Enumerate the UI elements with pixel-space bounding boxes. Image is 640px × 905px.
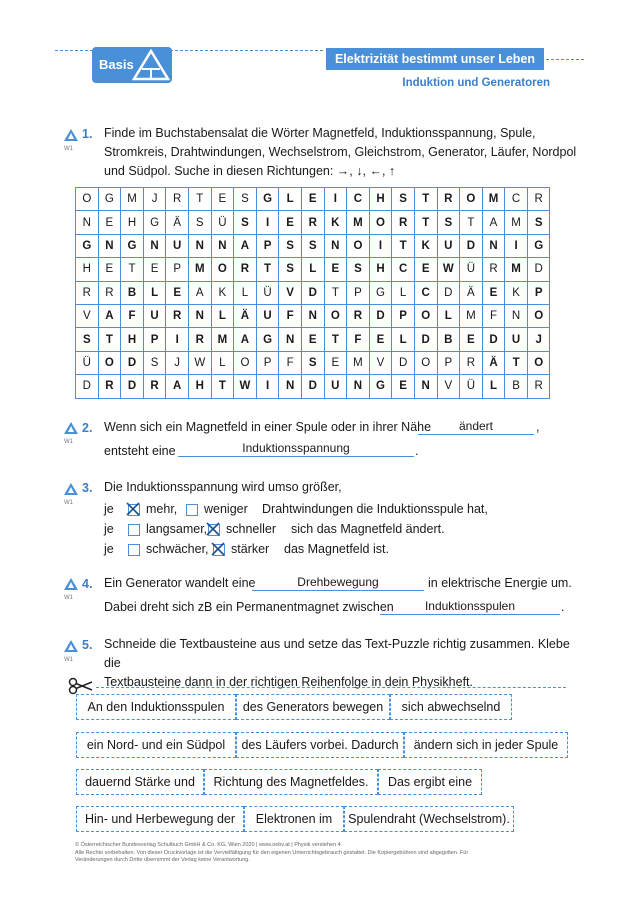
footer-disclaimer: Veränderungen durch Dritte übernimmt der Verlag keine Verantwortung. [75, 857, 250, 863]
puzzle-piece[interactable]: des Läufers vorbei. Dadurch [236, 732, 404, 758]
grid-cell[interactable]: P [256, 351, 279, 374]
grid-cell[interactable]: Ü [460, 375, 483, 398]
grid-cell[interactable]: E [369, 328, 392, 351]
grid-cell[interactable]: S [279, 258, 302, 281]
grid-cell[interactable]: G [369, 281, 392, 304]
task3-option2-label: weniger [204, 502, 248, 516]
grid-cell[interactable]: A [98, 304, 121, 327]
grid-cell[interactable]: G [369, 375, 392, 398]
grid-cell[interactable]: L [437, 304, 460, 327]
grid-cell[interactable]: O [460, 188, 483, 211]
grid-cell[interactable]: V [437, 375, 460, 398]
grid-cell[interactable]: Ü [211, 211, 234, 234]
grid-cell[interactable]: H [121, 328, 144, 351]
task3-option2-label: schneller [226, 522, 277, 536]
section-subtitle: Induktion und Generatoren [402, 77, 550, 89]
grid-row [76, 375, 550, 398]
level-triangle-icon [64, 483, 78, 495]
grid-cell[interactable]: C [505, 188, 528, 211]
grid-cell[interactable]: Ä [166, 211, 189, 234]
level-tag: W1 [64, 595, 73, 601]
grid-cell[interactable]: S [437, 211, 460, 234]
grid-cell[interactable]: B [505, 375, 528, 398]
grid-cell[interactable]: L [392, 281, 415, 304]
grid-cell[interactable]: S [527, 211, 550, 234]
grid-cell[interactable]: M [460, 304, 483, 327]
grid-cell[interactable]: T [414, 211, 437, 234]
grid-cell[interactable]: D [460, 234, 483, 257]
grid-cell[interactable]: T [188, 188, 211, 211]
grid-cell[interactable]: R [188, 328, 211, 351]
footer-rights: Alle Rechte vorbehalten. Von dieser Druckvorlage ist die Vervielfältigung für den eigenen Unterrichtsgebrauch gestattet. Die Kopiergebühren sind abgegolten. Für [75, 849, 469, 856]
grid-row [76, 211, 550, 234]
grid-cell[interactable]: R [437, 188, 460, 211]
grid-cell[interactable]: K [211, 281, 234, 304]
grid-cell[interactable]: E [324, 351, 347, 374]
grid-cell[interactable]: P [143, 328, 166, 351]
grid-cell[interactable]: D [301, 281, 324, 304]
grid-cell[interactable]: T [392, 234, 415, 257]
puzzle-piece[interactable]: dauernd Stärke und [76, 769, 204, 795]
grid-cell[interactable]: O [414, 304, 437, 327]
grid-cell[interactable]: D [76, 375, 99, 398]
task2-line2-end: . [415, 444, 419, 458]
grid-cell[interactable]: U [143, 304, 166, 327]
grid-cell[interactable]: O [414, 351, 437, 374]
grid-cell[interactable]: U [324, 375, 347, 398]
grid-cell[interactable]: O [324, 304, 347, 327]
task5-level-marker [64, 639, 78, 663]
task5-number: 5. [82, 638, 93, 652]
task5-instructions [104, 635, 584, 692]
grid-cell[interactable]: V [279, 281, 302, 304]
grid-cell[interactable]: I [505, 234, 528, 257]
task1-line: Finde im Buchstabensalat die Wörter Magnetfeld, Induktionsspannung, Spule, [104, 126, 536, 140]
grid-cell[interactable]: M [482, 188, 505, 211]
grid-cell[interactable]: N [324, 234, 347, 257]
header-dashed-line-right [546, 59, 584, 60]
task2-number: 2. [82, 421, 93, 435]
grid-row [76, 281, 550, 304]
grid-cell[interactable]: G [143, 211, 166, 234]
task4-text1: Ein Generator wandelt eine [104, 576, 256, 590]
task3-row-rest: das Magnetfeld ist. [284, 542, 389, 556]
level-tag: W1 [64, 500, 73, 506]
grid-cell[interactable]: R [234, 258, 257, 281]
grid-cell[interactable]: H [121, 211, 144, 234]
grid-cell[interactable]: I [324, 188, 347, 211]
grid-cell[interactable]: E [482, 281, 505, 304]
grid-cell[interactable]: R [527, 188, 550, 211]
grid-cell[interactable]: N [211, 234, 234, 257]
grid-cell[interactable]: A [234, 234, 257, 257]
puzzle-piece[interactable]: Richtung des Magnetfeldes. [204, 769, 378, 795]
grid-cell[interactable]: T [505, 351, 528, 374]
grid-cell[interactable]: I [256, 375, 279, 398]
grid-cell[interactable]: P [166, 258, 189, 281]
grid-cell[interactable]: N [188, 234, 211, 257]
grid-row [76, 351, 550, 374]
grid-cell[interactable]: R [460, 351, 483, 374]
grid-cell[interactable]: P [256, 234, 279, 257]
puzzle-piece[interactable]: Elektronen im [244, 806, 344, 832]
grid-cell[interactable]: N [279, 375, 302, 398]
level-tag: W1 [64, 146, 73, 152]
grid-cell[interactable]: R [392, 211, 415, 234]
grid-cell[interactable]: A [188, 281, 211, 304]
grid-cell[interactable]: L [392, 328, 415, 351]
grid-cell[interactable]: F [121, 304, 144, 327]
grid-cell[interactable]: N [347, 375, 370, 398]
grid-cell[interactable]: P [437, 351, 460, 374]
task2-line1-end: , [536, 420, 540, 434]
grid-cell[interactable]: T [98, 328, 121, 351]
grid-cell[interactable]: M [505, 211, 528, 234]
task3-je-label: je [104, 542, 114, 556]
grid-cell[interactable]: M [121, 188, 144, 211]
grid-cell[interactable]: W [437, 258, 460, 281]
grid-cell[interactable]: L [211, 351, 234, 374]
grid-cell[interactable]: D [121, 351, 144, 374]
grid-cell[interactable]: R [166, 304, 189, 327]
task2-answer2[interactable]: Induktionsspannung [178, 441, 414, 457]
grid-cell[interactable]: R [98, 375, 121, 398]
check-cross-icon [211, 542, 225, 556]
grid-cell[interactable]: H [76, 258, 99, 281]
grid-cell[interactable]: N [482, 234, 505, 257]
task3-number: 3. [82, 481, 93, 495]
grid-cell[interactable]: P [392, 304, 415, 327]
grid-cell[interactable]: J [143, 188, 166, 211]
grid-cell[interactable]: T [460, 211, 483, 234]
grid-cell[interactable]: P [527, 281, 550, 304]
grid-cell[interactable]: R [482, 258, 505, 281]
task3-je-label: je [104, 502, 114, 516]
grid-cell[interactable]: C [392, 258, 415, 281]
grid-cell[interactable]: G [76, 234, 99, 257]
grid-cell[interactable]: E [166, 281, 189, 304]
grid-cell[interactable]: O [347, 234, 370, 257]
basis-logo [92, 47, 172, 83]
grid-cell[interactable]: D [482, 328, 505, 351]
triangle-logo-icon [132, 49, 170, 81]
grid-cell[interactable]: Ä [482, 351, 505, 374]
grid-cell[interactable]: F [279, 351, 302, 374]
grid-cell[interactable]: N [279, 328, 302, 351]
grid-cell[interactable]: M [347, 351, 370, 374]
task1-level-marker [64, 128, 78, 152]
task4-number: 4. [82, 577, 93, 591]
grid-cell[interactable]: N [505, 304, 528, 327]
grid-cell[interactable]: H [369, 258, 392, 281]
footer-copyright: © Österreichischer Bundesverlag Schulbuch GmbH & Co. KG, Wien 2020 | www.oebv.at | Physik verstehen 4 [75, 842, 341, 848]
word-search-grid [75, 187, 550, 399]
grid-cell[interactable]: E [98, 211, 121, 234]
grid-cell[interactable]: E [301, 328, 324, 351]
grid-cell[interactable]: F [279, 304, 302, 327]
grid-cell[interactable]: I [166, 328, 189, 351]
grid-row [76, 258, 550, 281]
grid-cell[interactable]: S [347, 258, 370, 281]
task4-answer2[interactable]: Induktionsspulen [380, 599, 560, 615]
grid-cell[interactable]: F [482, 304, 505, 327]
grid-cell[interactable]: C [347, 188, 370, 211]
grid-cell[interactable]: H [188, 375, 211, 398]
grid-cell[interactable]: S [188, 211, 211, 234]
level-triangle-icon [64, 578, 78, 590]
level-triangle-icon [64, 422, 78, 434]
grid-cell[interactable]: P [347, 281, 370, 304]
grid-cell[interactable]: D [437, 281, 460, 304]
level-tag: W1 [64, 657, 73, 663]
task4-line1-end: in elektrische Energie um. [428, 576, 572, 590]
grid-cell[interactable]: H [369, 188, 392, 211]
grid-cell[interactable]: Ä [234, 304, 257, 327]
grid-cell[interactable]: Ü [256, 281, 279, 304]
grid-cell[interactable]: B [437, 328, 460, 351]
grid-cell[interactable]: G [527, 234, 550, 257]
task2-answer1[interactable]: ändert [418, 419, 534, 435]
grid-cell[interactable]: M [347, 211, 370, 234]
grid-cell[interactable]: E [460, 328, 483, 351]
grid-cell[interactable]: T [324, 281, 347, 304]
grid-cell[interactable]: Ü [460, 258, 483, 281]
grid-cell[interactable]: U [256, 304, 279, 327]
grid-cell[interactable]: G [121, 234, 144, 257]
grid-cell[interactable]: D [392, 351, 415, 374]
grid-cell[interactable]: O [76, 188, 99, 211]
grid-cell[interactable]: G [256, 188, 279, 211]
grid-cell[interactable]: A [482, 211, 505, 234]
grid-cell[interactable]: R [76, 281, 99, 304]
task1-line: Stromkreis, Drahtwindungen, Wechselstrom, Gleichstrom, Generator, Läufer, Nordpol [104, 145, 577, 159]
grid-cell[interactable]: D [121, 375, 144, 398]
grid-cell[interactable]: M [211, 328, 234, 351]
grid-cell[interactable]: M [188, 258, 211, 281]
task3-option1-label: langsamer, [146, 522, 208, 536]
puzzle-piece[interactable]: Hin- und Herbewegung der [76, 806, 244, 832]
grid-cell[interactable]: D [414, 328, 437, 351]
grid-cell[interactable]: D [369, 304, 392, 327]
grid-cell[interactable]: E [143, 258, 166, 281]
task4-level-marker [64, 577, 78, 601]
puzzle-piece[interactable]: des Generators bewegen [236, 694, 390, 720]
grid-cell[interactable]: E [414, 258, 437, 281]
grid-cell[interactable]: E [279, 211, 302, 234]
grid-cell[interactable]: M [505, 258, 528, 281]
task4-line2-end: . [561, 600, 565, 614]
grid-cell[interactable]: T [121, 258, 144, 281]
check-cross-icon [126, 502, 140, 516]
grid-cell[interactable]: T [256, 258, 279, 281]
grid-cell[interactable]: S [301, 234, 324, 257]
puzzle-piece[interactable]: ein Nord- und ein Südpol [76, 732, 236, 758]
grid-cell[interactable]: J [166, 351, 189, 374]
puzzle-piece[interactable]: ändern sich in jeder Spule [404, 732, 568, 758]
grid-cell[interactable]: N [301, 304, 324, 327]
task3-checkbox-option1[interactable] [128, 524, 140, 536]
grid-cell[interactable]: K [414, 234, 437, 257]
grid-cell[interactable]: L [143, 281, 166, 304]
task3-row-rest: sich das Magnetfeld ändert. [291, 522, 445, 536]
grid-cell[interactable]: U [505, 328, 528, 351]
grid-cell[interactable]: I [369, 234, 392, 257]
grid-cell[interactable]: O [234, 351, 257, 374]
grid-cell[interactable]: A [234, 328, 257, 351]
grid-cell[interactable]: N [98, 234, 121, 257]
grid-cell[interactable]: E [98, 258, 121, 281]
task3-je-label: je [104, 522, 114, 536]
chapter-title: Elektrizität bestimmt unser Leben [326, 48, 544, 70]
puzzle-piece[interactable]: Spulendraht (Wechselstrom). [344, 806, 514, 832]
task3-option2-label: stärker [231, 542, 270, 556]
logo-label: Basis [99, 57, 134, 72]
task3-option1-label: schwächer, [146, 542, 209, 556]
grid-cell[interactable]: V [76, 304, 99, 327]
grid-cell[interactable]: N [143, 234, 166, 257]
grid-row [76, 188, 550, 211]
grid-cell[interactable]: R [143, 375, 166, 398]
grid-cell[interactable]: G [256, 328, 279, 351]
task3-option1-label: mehr, [146, 502, 178, 516]
grid-row [76, 304, 550, 327]
grid-cell[interactable]: N [188, 304, 211, 327]
grid-cell[interactable]: O [369, 211, 392, 234]
grid-cell[interactable]: U [166, 234, 189, 257]
level-tag: W1 [64, 439, 73, 445]
task3-level-marker [64, 482, 78, 506]
task3-checkbox-option2[interactable] [186, 504, 198, 516]
grid-cell[interactable]: N [414, 375, 437, 398]
grid-cell[interactable]: O [527, 351, 550, 374]
grid-cell[interactable]: S [392, 188, 415, 211]
grid-cell[interactable]: R [98, 281, 121, 304]
grid-cell[interactable]: Ü [76, 351, 99, 374]
grid-cell[interactable]: R [347, 304, 370, 327]
grid-cell[interactable]: E [324, 258, 347, 281]
level-triangle-icon [64, 129, 78, 141]
task3-intro: Die Induktionsspannung wird umso größer, [104, 480, 342, 494]
grid-cell[interactable]: G [98, 188, 121, 211]
task2-text2: entsteht eine [104, 444, 176, 458]
grid-cell[interactable]: Ä [460, 281, 483, 304]
task4-answer1[interactable]: Drehbewegung [252, 575, 424, 591]
grid-cell[interactable]: N [76, 211, 99, 234]
task4-text2: Dabei dreht sich zB ein Permanentmagnet zwischen [104, 600, 394, 614]
grid-cell[interactable]: S [76, 328, 99, 351]
grid-cell[interactable]: L [234, 281, 257, 304]
scissors-icon [68, 677, 94, 695]
puzzle-piece[interactable]: An den Induktionsspulen [76, 694, 236, 720]
grid-cell[interactable]: O [527, 304, 550, 327]
grid-cell[interactable]: W [188, 351, 211, 374]
task2-level-marker [64, 421, 78, 445]
grid-cell[interactable]: R [166, 188, 189, 211]
grid-cell[interactable]: L [279, 188, 302, 211]
grid-cell[interactable]: D [301, 375, 324, 398]
grid-cell[interactable]: S [143, 351, 166, 374]
grid-cell[interactable]: O [98, 351, 121, 374]
grid-cell[interactable]: K [324, 211, 347, 234]
grid-cell[interactable]: S [234, 211, 257, 234]
grid-cell[interactable]: R [527, 375, 550, 398]
task1-number: 1. [82, 127, 93, 141]
task2-text1: Wenn sich ein Magnetfeld in einer Spule oder in ihrer Nähe [104, 420, 432, 434]
task5-line: Schneide die Textbausteine aus und setze das Text-Puzzle richtig zusammen. Klebe die [104, 637, 570, 670]
grid-cell[interactable]: W [234, 375, 257, 398]
grid-cell[interactable]: T [414, 188, 437, 211]
grid-row [76, 328, 550, 351]
grid-cell[interactable]: V [369, 351, 392, 374]
grid-cell[interactable]: T [324, 328, 347, 351]
grid-cell[interactable]: K [505, 281, 528, 304]
grid-cell[interactable]: E [211, 188, 234, 211]
grid-cell[interactable]: L [211, 304, 234, 327]
grid-cell[interactable]: S [234, 188, 257, 211]
grid-cell[interactable]: L [301, 258, 324, 281]
grid-cell[interactable]: E [392, 375, 415, 398]
grid-cell[interactable]: A [166, 375, 189, 398]
grid-cell[interactable]: C [414, 281, 437, 304]
task5-line: Textbausteine dann in der richtigen Reihenfolge in dein Physikheft. [104, 675, 473, 689]
grid-cell[interactable]: I [256, 211, 279, 234]
grid-cell[interactable]: F [347, 328, 370, 351]
puzzle-piece[interactable]: Das ergibt eine [378, 769, 482, 795]
footer [75, 842, 595, 865]
grid-cell[interactable]: S [301, 351, 324, 374]
grid-row [76, 234, 550, 257]
grid-cell[interactable]: B [121, 281, 144, 304]
grid-cell[interactable]: D [527, 258, 550, 281]
grid-cell[interactable]: U [437, 234, 460, 257]
task3-row-rest: Drahtwindungen die Induktionsspule hat, [262, 502, 488, 516]
task3-checkbox-option1[interactable] [128, 544, 140, 556]
grid-cell[interactable]: R [301, 211, 324, 234]
task1-instructions [104, 124, 584, 181]
task1-line: und Südpol. Suche in diesen Richtungen: →, ↓, ←, ↑ [104, 164, 396, 178]
grid-cell[interactable]: J [527, 328, 550, 351]
puzzle-piece[interactable]: sich abwechselnd [390, 694, 512, 720]
grid-cell[interactable]: S [279, 234, 302, 257]
cut-line [96, 687, 566, 688]
grid-cell[interactable]: E [301, 188, 324, 211]
grid-cell[interactable]: T [211, 375, 234, 398]
level-triangle-icon [64, 640, 78, 652]
grid-cell[interactable]: L [482, 375, 505, 398]
grid-cell[interactable]: O [211, 258, 234, 281]
check-cross-icon [206, 522, 220, 536]
